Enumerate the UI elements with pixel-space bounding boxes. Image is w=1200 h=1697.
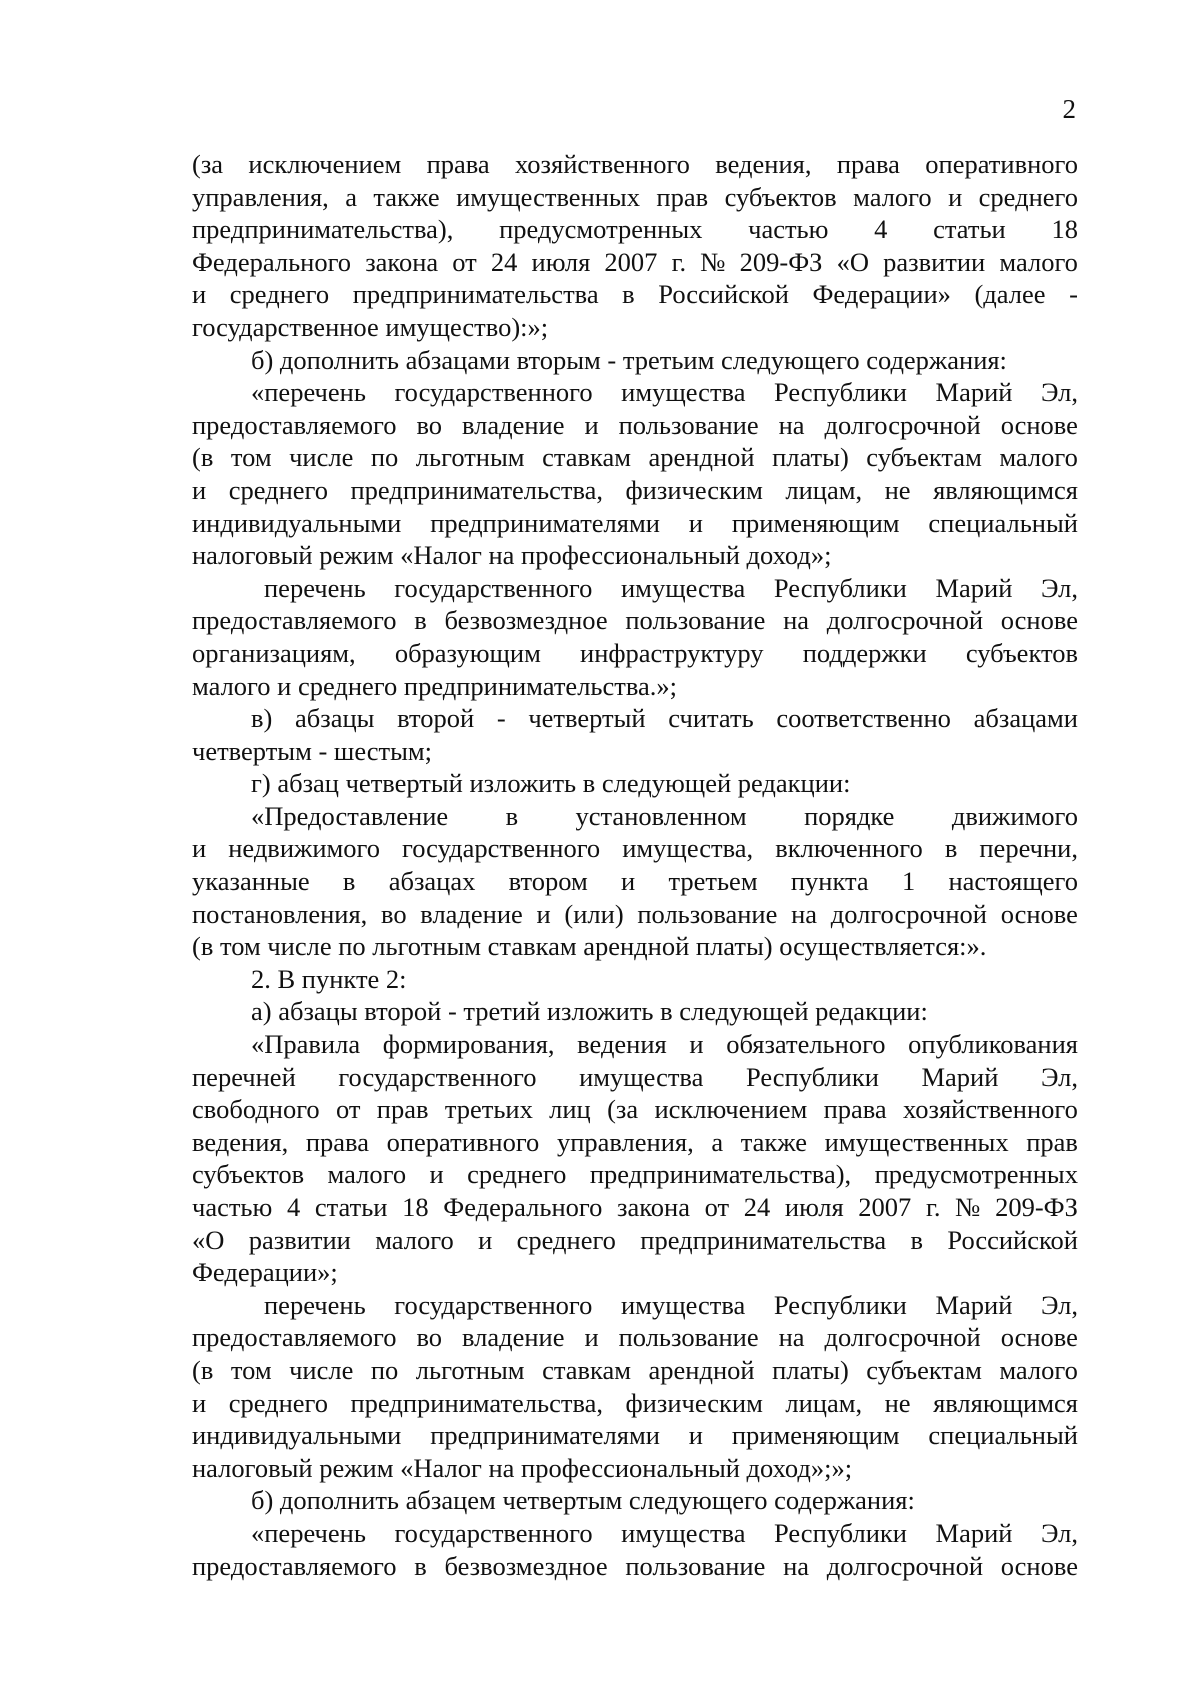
- word: третьем: [668, 866, 758, 897]
- word: Федерального: [192, 246, 352, 277]
- page-number: 2: [1062, 94, 1076, 124]
- word: 209-ФЗ: [739, 246, 823, 277]
- word: во: [416, 1322, 443, 1353]
- word: Эл,: [1041, 1061, 1078, 1092]
- word: (за: [192, 149, 224, 179]
- word: 18: [402, 1192, 429, 1222]
- word: прав: [1026, 1126, 1078, 1157]
- word: и: [192, 833, 207, 864]
- word: пункта: [790, 866, 869, 897]
- word: (далее: [974, 279, 1046, 310]
- word: в: [505, 800, 519, 831]
- word: платы): [772, 442, 849, 473]
- word: на: [778, 409, 805, 440]
- word: субъектов: [724, 181, 837, 212]
- text-line: [192, 1419, 1078, 1452]
- text-line: [192, 181, 1078, 214]
- word: и: [429, 1159, 444, 1190]
- text-line: [192, 1061, 1078, 1094]
- word: Республики: [745, 1061, 879, 1092]
- word: 1: [901, 866, 916, 897]
- word: не: [884, 474, 911, 505]
- word: «Предоставление: [251, 800, 449, 831]
- text-line: Федерации»;: [192, 1257, 338, 1288]
- text-line: [192, 1550, 1078, 1583]
- word: малого: [999, 246, 1078, 277]
- word: «О: [836, 246, 869, 277]
- word: «перечень: [251, 377, 366, 408]
- text-line: [192, 604, 1078, 637]
- word: недвижимого: [228, 833, 380, 864]
- word: и: [192, 474, 207, 505]
- word: на: [791, 898, 818, 929]
- word: права: [305, 1126, 369, 1157]
- word: а: [711, 1126, 724, 1157]
- text-line: налоговый режим «Налог на профессиональный доход»;: [192, 540, 832, 571]
- word: предоставляемого: [192, 1550, 397, 1581]
- word: Эл,: [1041, 377, 1078, 408]
- word: имущества,: [622, 833, 754, 864]
- word: государственного: [402, 833, 601, 864]
- word: том: [230, 442, 272, 473]
- word: и: [688, 507, 703, 538]
- text-line: [192, 507, 1078, 540]
- word: основе: [1000, 409, 1078, 440]
- word: долгосрочной: [830, 898, 987, 929]
- text-line: четвертым - шестым;: [192, 735, 433, 766]
- text-line: [192, 1321, 1078, 1354]
- word: являющимся: [933, 1387, 1078, 1418]
- word: 2007: [858, 1192, 912, 1222]
- word: долгосрочной: [826, 605, 984, 636]
- word: движимого: [951, 800, 1078, 831]
- word: и: [948, 181, 963, 212]
- word: и: [621, 866, 636, 897]
- word: Республики: [774, 1517, 907, 1548]
- word: управления,: [192, 181, 329, 212]
- word: пользование: [618, 1322, 759, 1353]
- word: в): [251, 703, 273, 734]
- word: (в: [192, 442, 214, 473]
- word: лицам,: [785, 1387, 863, 1418]
- word: втором: [508, 866, 588, 897]
- word: долгосрочной: [824, 409, 981, 440]
- text-line: б) дополнить абзацем четвертым следующего содержания:: [251, 1485, 915, 1516]
- word: считать: [668, 703, 754, 734]
- word: (за: [607, 1094, 639, 1125]
- word: хозяйственного: [903, 1094, 1078, 1125]
- text-line: [192, 1354, 1078, 1387]
- word: и: [536, 898, 551, 929]
- word: абзацами: [973, 703, 1078, 734]
- word: на: [778, 1322, 805, 1353]
- word: пользование: [625, 1550, 766, 1581]
- text-line: [192, 213, 1078, 246]
- word: управления,: [556, 1126, 694, 1157]
- word: -: [496, 703, 506, 734]
- word: порядке: [804, 800, 895, 831]
- word: специальный: [928, 1420, 1078, 1451]
- word: указанные: [192, 866, 310, 897]
- text-line: 2. В пункте 2:: [251, 963, 407, 994]
- word: специальный: [928, 507, 1078, 538]
- text-line: [192, 246, 1078, 279]
- text-line: [192, 148, 1078, 181]
- word: имущества: [621, 1517, 746, 1548]
- word: малого: [853, 181, 932, 212]
- text-line: г) абзац четвертый изложить в следующей редакции:: [251, 768, 851, 799]
- word: являющимся: [933, 474, 1078, 505]
- word: прав: [656, 181, 709, 212]
- word: ведения: [577, 1029, 667, 1060]
- word: абзацы: [295, 703, 375, 734]
- word: имущественных: [456, 181, 640, 212]
- text-line: [192, 376, 1078, 409]
- word: безвозмездное: [444, 605, 608, 636]
- word: предпринимателями: [430, 1420, 660, 1451]
- word: лицам,: [785, 474, 863, 505]
- text-line: [192, 1289, 1078, 1322]
- word: Республики: [773, 1289, 907, 1320]
- word: оперативного: [925, 149, 1078, 179]
- text-line: [192, 800, 1078, 833]
- word: ставкам: [542, 1354, 632, 1385]
- word: имущественных: [824, 1126, 1009, 1157]
- word: ведения,: [192, 1126, 289, 1157]
- word: основе: [1000, 605, 1078, 636]
- word: владение: [420, 898, 523, 929]
- word: предпринимательства,: [350, 1387, 604, 1418]
- word: закона: [365, 246, 439, 277]
- word: на: [783, 605, 810, 636]
- word: субъектам: [866, 1354, 982, 1385]
- word: июля: [784, 1192, 844, 1222]
- word: статьи: [314, 1192, 388, 1222]
- word: Эл,: [1040, 1289, 1078, 1320]
- text-line: [192, 1224, 1078, 1257]
- word: 4: [874, 214, 888, 245]
- word: и: [689, 1029, 704, 1060]
- word: развитии: [883, 246, 986, 277]
- word: владение: [461, 1322, 565, 1353]
- text-line: малого и среднего предпринимательства.»;: [192, 670, 678, 701]
- word: льготным: [415, 442, 525, 473]
- word: долгосрочной: [826, 1550, 984, 1581]
- word: малого: [999, 442, 1078, 473]
- word: государственного: [338, 1061, 537, 1092]
- word: среднего: [467, 1159, 567, 1190]
- word: перечень: [264, 572, 366, 603]
- word: «Правила: [251, 1029, 361, 1060]
- word: также: [740, 1126, 808, 1157]
- word: имущества: [579, 1061, 704, 1092]
- word: перечни,: [979, 833, 1078, 864]
- text-line: [192, 1387, 1078, 1420]
- word: июля: [531, 246, 591, 277]
- word: Российской: [658, 279, 789, 310]
- word: безвозмездное: [444, 1550, 608, 1581]
- word: №: [955, 1192, 981, 1222]
- word: субъектам: [866, 442, 982, 473]
- text-line: [192, 409, 1078, 442]
- word: Российской: [947, 1224, 1078, 1255]
- word: предоставляемого: [192, 1322, 397, 1353]
- word: 209-ФЗ: [995, 1192, 1078, 1222]
- word: исключением: [654, 1094, 808, 1125]
- word: и: [584, 1322, 599, 1353]
- text-line: государственное имущество):»;: [192, 311, 549, 342]
- word: №: [700, 246, 726, 277]
- word: имущества: [621, 572, 746, 603]
- word: частью: [192, 1192, 273, 1222]
- word: инфраструктуру: [580, 637, 764, 668]
- word: индивидуальными: [192, 507, 402, 538]
- word: числе: [289, 442, 354, 473]
- word: лиц: [549, 1094, 591, 1125]
- word: хозяйственного: [515, 149, 690, 179]
- word: и: [688, 1420, 703, 1451]
- word: поддержки: [802, 637, 927, 668]
- word: третьих: [444, 1094, 533, 1125]
- word: 24: [490, 246, 518, 277]
- word: в: [910, 1224, 924, 1255]
- word: и: [192, 279, 207, 310]
- text-line: [192, 898, 1078, 931]
- word: основе: [1000, 1550, 1078, 1581]
- word: постановления,: [192, 898, 368, 929]
- word: соответственно: [776, 703, 951, 734]
- text-line: а) абзацы второй - третий изложить в следующей редакции:: [251, 996, 928, 1027]
- word: льготным: [415, 1354, 525, 1385]
- word: образующим: [394, 637, 541, 668]
- word: предпринимательства),: [192, 214, 454, 245]
- word: применяющим: [731, 507, 900, 538]
- word: основе: [1000, 1322, 1078, 1353]
- word: и: [584, 409, 599, 440]
- word: оперативного: [386, 1126, 540, 1157]
- word: арендной: [648, 442, 755, 473]
- word: ведения,: [715, 149, 812, 179]
- word: права: [836, 149, 900, 179]
- word: права: [426, 149, 490, 179]
- word: организациям,: [192, 637, 356, 668]
- word: в: [622, 279, 635, 310]
- word: 4: [286, 1192, 301, 1222]
- word: от: [336, 1094, 361, 1125]
- word: малого: [327, 1159, 407, 1190]
- text-line: б) дополнить абзацами вторым - третьим следующего содержания:: [251, 344, 1007, 375]
- word: числе: [289, 1354, 354, 1385]
- word: частью: [748, 214, 829, 245]
- word: в: [342, 866, 356, 897]
- text-line: налоговый режим «Налог на профессиональный доход»;»;: [192, 1452, 853, 1483]
- text-line: [192, 474, 1078, 507]
- text-line: [192, 832, 1078, 865]
- word: субъектов: [192, 1159, 305, 1190]
- word: предпринимательства,: [350, 474, 604, 505]
- text-line: [192, 702, 1078, 735]
- text-line: [192, 1158, 1078, 1191]
- word: в: [414, 605, 427, 636]
- word: и: [478, 1224, 493, 1255]
- word: Федерации»: [812, 279, 951, 310]
- word: включенного: [775, 833, 923, 864]
- word: статьи: [933, 214, 1006, 245]
- word: среднего: [228, 474, 328, 505]
- word: пользование: [637, 898, 778, 929]
- word: малого: [375, 1224, 454, 1255]
- word: Эл,: [1041, 1517, 1078, 1548]
- word: предпринимательства: [352, 279, 599, 310]
- word: в: [944, 833, 958, 864]
- text-line: [192, 865, 1078, 898]
- word: пользование: [618, 409, 759, 440]
- word: свободного: [192, 1094, 320, 1125]
- word: от: [452, 246, 477, 277]
- word: перечней: [192, 1061, 296, 1092]
- word: предпринимателями: [430, 507, 660, 538]
- word: предпринимательства),: [589, 1159, 852, 1190]
- word: 2007: [604, 246, 658, 277]
- word: по: [370, 442, 399, 473]
- word: исключением: [248, 149, 402, 179]
- word: по: [370, 1354, 399, 1385]
- text-line: [192, 441, 1078, 474]
- word: права: [823, 1094, 887, 1125]
- text-line: [192, 278, 1078, 311]
- word: предоставляемого: [192, 605, 397, 636]
- word: во: [416, 409, 443, 440]
- word: -: [1069, 279, 1078, 310]
- word: не: [884, 1387, 911, 1418]
- word: и: [192, 1387, 207, 1418]
- word: имущества: [621, 377, 746, 408]
- word: перечень: [264, 1289, 366, 1320]
- word: Федерального: [443, 1192, 603, 1222]
- word: владение: [461, 409, 565, 440]
- text-line: [192, 1093, 1078, 1126]
- text-line: (в том числе по льготным ставкам арендной платы) осуществляется:».: [192, 931, 987, 962]
- text-line: [192, 1126, 1078, 1159]
- word: среднего: [978, 181, 1078, 212]
- text-line: [192, 1517, 1078, 1550]
- text-line: [192, 1028, 1078, 1061]
- word: индивидуальными: [192, 1420, 402, 1451]
- word: арендной: [648, 1354, 755, 1385]
- word: Эл,: [1040, 572, 1078, 603]
- word: платы): [772, 1354, 849, 1385]
- word: во: [380, 898, 407, 929]
- word: предусмотренных: [499, 214, 703, 245]
- word: основе: [1000, 898, 1078, 929]
- word: на: [783, 1550, 810, 1581]
- word: Марий: [921, 1061, 999, 1092]
- document-body: [192, 148, 1078, 1582]
- word: установленном: [575, 800, 747, 831]
- word: формирования,: [382, 1029, 555, 1060]
- word: предоставляемого: [192, 409, 397, 440]
- word: от: [704, 1192, 730, 1222]
- word: также: [373, 181, 440, 212]
- word: применяющим: [731, 1420, 900, 1451]
- word: 24: [743, 1192, 771, 1222]
- word: пользование: [625, 605, 766, 636]
- word: развитии: [248, 1224, 351, 1255]
- word: обязательного: [726, 1029, 886, 1060]
- word: (в: [192, 1354, 214, 1385]
- word: (или): [564, 898, 624, 929]
- word: Марий: [935, 572, 1013, 603]
- word: «перечень: [251, 1517, 366, 1548]
- word: четвертый: [528, 703, 646, 734]
- word: закона: [617, 1192, 690, 1222]
- word: Марий: [935, 377, 1013, 408]
- word: том: [230, 1354, 272, 1385]
- word: государственного: [394, 1517, 593, 1548]
- word: предусмотренных: [874, 1159, 1078, 1190]
- word: абзацах: [388, 866, 476, 897]
- word: субъектов: [965, 637, 1078, 668]
- word: г.: [671, 246, 687, 277]
- word: среднего: [228, 1387, 328, 1418]
- word: среднего: [516, 1224, 616, 1255]
- word: имущества: [621, 1289, 746, 1320]
- word: долгосрочной: [824, 1322, 981, 1353]
- word: настоящего: [948, 866, 1078, 897]
- word: государственного: [394, 1289, 593, 1320]
- word: среднего: [229, 279, 330, 310]
- word: малого: [999, 1354, 1078, 1385]
- word: государственного: [394, 377, 593, 408]
- word: г.: [925, 1192, 941, 1222]
- word: а: [345, 181, 357, 212]
- text-line: [192, 1191, 1078, 1224]
- word: государственного: [394, 572, 593, 603]
- word: прав: [376, 1094, 429, 1125]
- word: «О: [192, 1224, 225, 1255]
- word: ставкам: [542, 442, 632, 473]
- word: Республики: [773, 572, 907, 603]
- word: Марий: [935, 1289, 1013, 1320]
- word: физическим: [625, 1387, 763, 1418]
- word: предпринимательства: [640, 1224, 887, 1255]
- word: в: [414, 1550, 427, 1581]
- text-line: [192, 572, 1078, 605]
- word: второй: [397, 703, 475, 734]
- word: 18: [1051, 214, 1078, 245]
- word: Марий: [935, 1517, 1013, 1548]
- text-line: [192, 637, 1078, 670]
- word: Республики: [774, 377, 907, 408]
- word: опубликования: [908, 1029, 1078, 1060]
- word: физическим: [625, 474, 763, 505]
